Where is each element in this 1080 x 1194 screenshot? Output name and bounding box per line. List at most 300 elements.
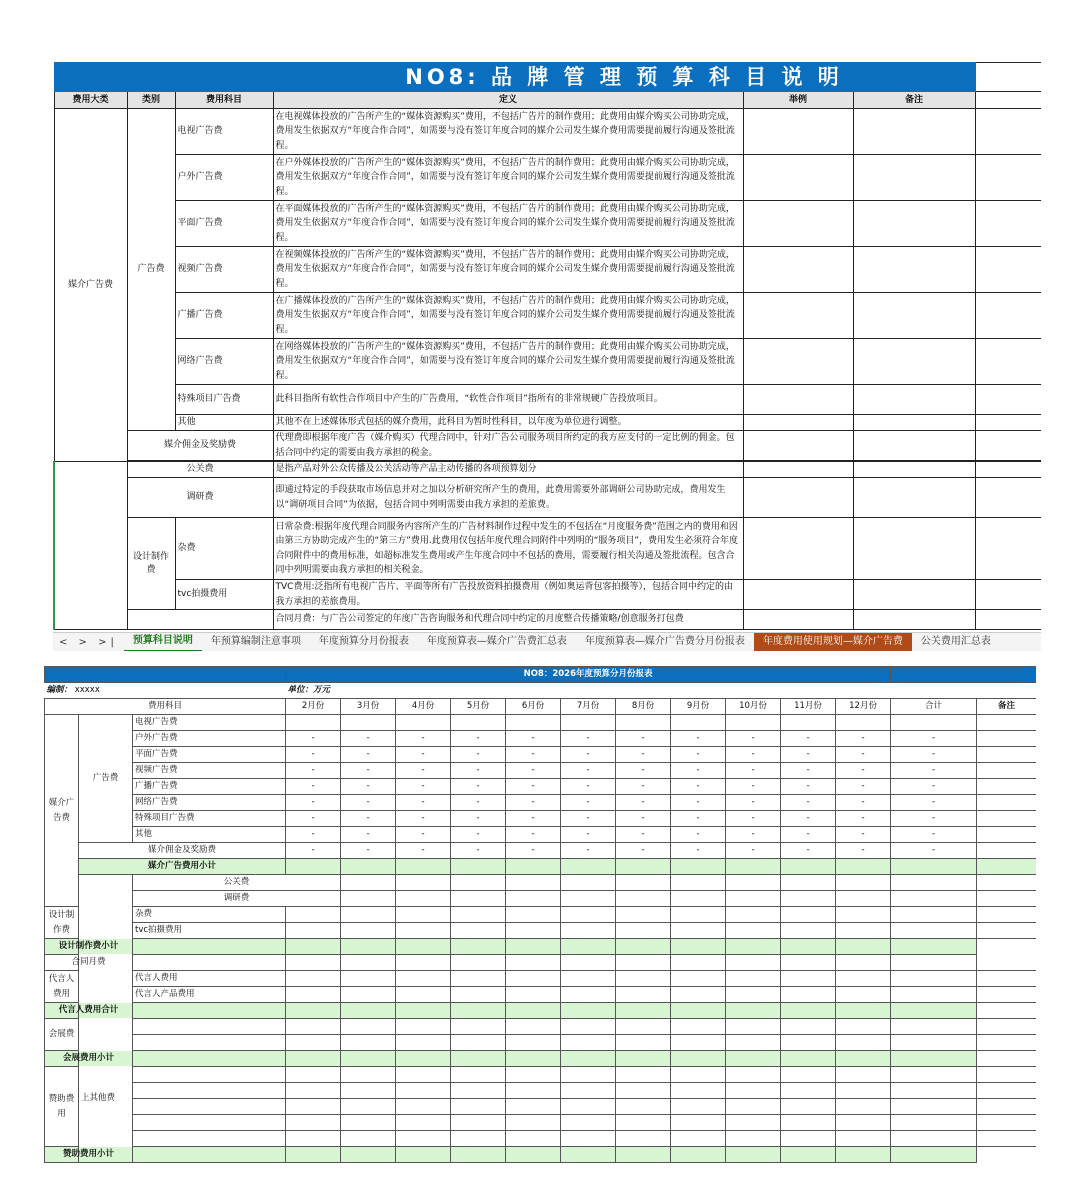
value-cell[interactable]: - [561, 795, 616, 811]
value-cell[interactable] [726, 891, 781, 907]
value-cell[interactable] [836, 1035, 891, 1051]
value-cell[interactable] [286, 1099, 341, 1115]
value-cell[interactable] [506, 715, 561, 731]
value-cell[interactable] [781, 1115, 836, 1131]
value-cell[interactable] [781, 955, 836, 971]
value-cell[interactable] [781, 1035, 836, 1051]
value-cell[interactable] [451, 987, 506, 1003]
value-cell[interactable] [836, 891, 891, 907]
value-cell[interactable] [977, 875, 1036, 891]
value-cell[interactable]: - [836, 843, 891, 859]
value-cell[interactable]: - [891, 827, 977, 843]
note-cell[interactable] [977, 843, 1036, 859]
value-cell[interactable] [781, 859, 836, 875]
value-cell[interactable] [451, 1131, 506, 1147]
note-cell[interactable] [891, 1147, 977, 1163]
value-cell[interactable] [286, 1083, 341, 1099]
value-cell[interactable]: - [451, 795, 506, 811]
value-cell[interactable]: - [396, 763, 451, 779]
value-cell[interactable] [561, 859, 616, 875]
note-cell[interactable] [977, 795, 1036, 811]
remark-cell[interactable] [853, 431, 975, 461]
value-cell[interactable] [891, 875, 977, 891]
value-cell[interactable]: - [616, 731, 671, 747]
value-cell[interactable] [671, 1003, 726, 1019]
value-cell[interactable]: - [451, 843, 506, 859]
note-cell[interactable] [977, 715, 1036, 731]
value-cell[interactable]: - [506, 811, 561, 827]
value-cell[interactable] [506, 875, 561, 891]
value-cell[interactable] [451, 1019, 506, 1035]
value-cell[interactable] [836, 1051, 891, 1067]
value-cell[interactable] [451, 715, 506, 731]
value-cell[interactable] [506, 907, 561, 923]
note-cell[interactable] [977, 859, 1036, 875]
value-cell[interactable] [891, 1019, 977, 1035]
value-cell[interactable] [616, 891, 671, 907]
value-cell[interactable]: - [836, 731, 891, 747]
value-cell[interactable] [561, 1067, 616, 1083]
value-cell[interactable] [561, 1003, 616, 1019]
value-cell[interactable] [506, 859, 561, 875]
value-cell[interactable] [451, 1099, 506, 1115]
value-cell[interactable] [396, 1115, 451, 1131]
note-cell[interactable] [977, 747, 1036, 763]
value-cell[interactable]: - [671, 779, 726, 795]
value-cell[interactable]: - [451, 811, 506, 827]
value-cell[interactable] [561, 1115, 616, 1131]
value-cell[interactable] [341, 987, 396, 1003]
value-cell[interactable] [726, 1131, 781, 1147]
value-cell[interactable]: - [506, 731, 561, 747]
example-cell[interactable] [743, 415, 853, 431]
value-cell[interactable] [451, 1147, 506, 1163]
remark-cell[interactable] [853, 580, 975, 610]
value-cell[interactable]: - [891, 795, 977, 811]
value-cell[interactable] [616, 1115, 671, 1131]
value-cell[interactable]: - [396, 747, 451, 763]
value-cell[interactable] [451, 1067, 506, 1083]
value-cell[interactable] [726, 715, 781, 731]
value-cell[interactable] [891, 923, 977, 939]
value-cell[interactable] [671, 1035, 726, 1051]
value-cell[interactable] [506, 939, 561, 955]
value-cell[interactable] [286, 715, 341, 731]
value-cell[interactable] [836, 1083, 891, 1099]
value-cell[interactable]: - [836, 811, 891, 827]
value-cell[interactable] [781, 1019, 836, 1035]
value-cell[interactable] [781, 907, 836, 923]
value-cell[interactable] [341, 891, 396, 907]
value-cell[interactable] [671, 939, 726, 955]
value-cell[interactable]: - [891, 811, 977, 827]
note-cell[interactable] [977, 811, 1036, 827]
value-cell[interactable] [671, 891, 726, 907]
value-cell[interactable] [726, 1115, 781, 1131]
value-cell[interactable] [781, 891, 836, 907]
value-cell[interactable]: - [671, 843, 726, 859]
value-cell[interactable]: - [506, 747, 561, 763]
value-cell[interactable]: - [726, 811, 781, 827]
value-cell[interactable] [726, 1019, 781, 1035]
value-cell[interactable] [396, 1083, 451, 1099]
example-cell[interactable] [743, 155, 853, 201]
value-cell[interactable] [561, 891, 616, 907]
remark-cell[interactable] [853, 201, 975, 247]
value-cell[interactable] [506, 1083, 561, 1099]
note-cell[interactable] [977, 907, 1036, 923]
value-cell[interactable]: - [616, 811, 671, 827]
note-cell[interactable] [977, 1131, 1036, 1147]
value-cell[interactable] [781, 1067, 836, 1083]
value-cell[interactable] [341, 1131, 396, 1147]
value-cell[interactable]: - [451, 763, 506, 779]
value-cell[interactable] [451, 971, 506, 987]
value-cell[interactable] [726, 1003, 781, 1019]
remark-cell[interactable] [853, 518, 975, 580]
value-cell[interactable] [396, 859, 451, 875]
example-cell[interactable] [743, 201, 853, 247]
value-cell[interactable]: - [286, 763, 341, 779]
value-cell[interactable] [781, 987, 836, 1003]
value-cell[interactable] [506, 987, 561, 1003]
value-cell[interactable] [836, 1003, 891, 1019]
value-cell[interactable] [781, 715, 836, 731]
value-cell[interactable]: - [836, 747, 891, 763]
value-cell[interactable]: - [726, 827, 781, 843]
value-cell[interactable]: - [341, 763, 396, 779]
value-cell[interactable] [616, 859, 671, 875]
value-cell[interactable] [781, 923, 836, 939]
value-cell[interactable] [451, 923, 506, 939]
value-cell[interactable] [781, 1003, 836, 1019]
value-cell[interactable] [561, 1019, 616, 1035]
value-cell[interactable] [341, 907, 396, 923]
value-cell[interactable] [341, 1099, 396, 1115]
example-cell[interactable] [743, 293, 853, 339]
value-cell[interactable] [506, 1131, 561, 1147]
value-cell[interactable] [671, 859, 726, 875]
tab-notes[interactable]: 年预算编制注意事项 [210, 636, 301, 647]
note-cell[interactable] [891, 939, 977, 955]
note-cell[interactable] [891, 955, 977, 971]
value-cell[interactable] [396, 907, 451, 923]
value-cell[interactable] [836, 955, 891, 971]
value-cell[interactable] [341, 1083, 396, 1099]
remark-cell[interactable] [853, 478, 975, 518]
note-cell[interactable] [891, 1003, 977, 1019]
value-cell[interactable]: - [726, 731, 781, 747]
value-cell[interactable]: - [506, 779, 561, 795]
value-cell[interactable] [396, 955, 451, 971]
value-cell[interactable]: - [451, 827, 506, 843]
value-cell[interactable]: - [891, 763, 977, 779]
value-cell[interactable] [561, 939, 616, 955]
value-cell[interactable] [561, 715, 616, 731]
value-cell[interactable]: - [396, 843, 451, 859]
value-cell[interactable]: - [286, 779, 341, 795]
value-cell[interactable] [616, 715, 671, 731]
value-cell[interactable]: - [671, 731, 726, 747]
value-cell[interactable] [781, 1099, 836, 1115]
value-cell[interactable]: - [396, 827, 451, 843]
value-cell[interactable] [616, 955, 671, 971]
value-cell[interactable] [781, 1083, 836, 1099]
value-cell[interactable] [451, 939, 506, 955]
value-cell[interactable] [891, 1035, 977, 1051]
value-cell[interactable] [616, 1067, 671, 1083]
remark-cell[interactable] [853, 610, 975, 630]
value-cell[interactable]: - [286, 811, 341, 827]
value-cell[interactable]: - [616, 843, 671, 859]
value-cell[interactable] [286, 1051, 341, 1067]
value-cell[interactable] [616, 1019, 671, 1035]
value-cell[interactable] [671, 1147, 726, 1163]
value-cell[interactable] [451, 1051, 506, 1067]
value-cell[interactable]: - [781, 827, 836, 843]
note-cell[interactable] [977, 779, 1036, 795]
value-cell[interactable] [451, 1035, 506, 1051]
value-cell[interactable] [341, 875, 396, 891]
value-cell[interactable] [671, 1067, 726, 1083]
value-cell[interactable]: - [341, 843, 396, 859]
value-cell[interactable]: - [781, 731, 836, 747]
value-cell[interactable]: - [836, 779, 891, 795]
value-cell[interactable] [396, 1131, 451, 1147]
value-cell[interactable]: - [671, 811, 726, 827]
value-cell[interactable]: - [396, 731, 451, 747]
value-cell[interactable] [396, 939, 451, 955]
value-cell[interactable] [781, 1147, 836, 1163]
value-cell[interactable] [133, 1051, 286, 1067]
value-cell[interactable] [451, 907, 506, 923]
value-cell[interactable] [616, 907, 671, 923]
value-cell[interactable] [891, 971, 977, 987]
value-cell[interactable] [671, 1131, 726, 1147]
value-cell[interactable] [396, 971, 451, 987]
value-cell[interactable] [726, 907, 781, 923]
value-cell[interactable]: - [451, 779, 506, 795]
tab-budget-explanation[interactable]: 预算科目说明 [124, 632, 202, 651]
note-cell[interactable] [977, 827, 1036, 843]
value-cell[interactable] [977, 891, 1036, 907]
value-cell[interactable] [561, 907, 616, 923]
value-cell[interactable]: - [561, 811, 616, 827]
value-cell[interactable] [506, 1067, 561, 1083]
value-cell[interactable]: - [286, 747, 341, 763]
value-cell[interactable] [891, 1083, 977, 1099]
value-cell[interactable] [133, 939, 286, 955]
value-cell[interactable] [561, 1131, 616, 1147]
value-cell[interactable]: - [286, 827, 341, 843]
value-cell[interactable] [451, 955, 506, 971]
value-cell[interactable]: - [396, 811, 451, 827]
value-cell[interactable]: - [891, 843, 977, 859]
value-cell[interactable] [341, 1035, 396, 1051]
value-cell[interactable] [671, 987, 726, 1003]
value-cell[interactable] [396, 1051, 451, 1067]
value-cell[interactable] [286, 939, 341, 955]
value-cell[interactable]: - [671, 747, 726, 763]
value-cell[interactable]: - [506, 843, 561, 859]
example-cell[interactable] [743, 247, 853, 293]
value-cell[interactable]: - [451, 747, 506, 763]
value-cell[interactable]: - [836, 795, 891, 811]
value-cell[interactable] [396, 1035, 451, 1051]
tab-annual-plan[interactable]: 年度费用使用规划—媒介广告费 [754, 633, 912, 651]
value-cell[interactable]: - [891, 747, 977, 763]
value-cell[interactable] [396, 1067, 451, 1083]
value-cell[interactable] [726, 987, 781, 1003]
value-cell[interactable] [671, 923, 726, 939]
value-cell[interactable] [133, 1147, 286, 1163]
value-cell[interactable] [891, 1131, 977, 1147]
value-cell[interactable] [781, 971, 836, 987]
value-cell[interactable]: - [341, 827, 396, 843]
value-cell[interactable] [341, 859, 396, 875]
value-cell[interactable] [341, 1051, 396, 1067]
value-cell[interactable] [341, 923, 396, 939]
value-cell[interactable] [891, 907, 977, 923]
value-cell[interactable] [561, 955, 616, 971]
remark-cell[interactable] [853, 293, 975, 339]
value-cell[interactable] [506, 1115, 561, 1131]
value-cell[interactable] [836, 923, 891, 939]
value-cell[interactable] [286, 971, 341, 987]
value-cell[interactable] [561, 923, 616, 939]
value-cell[interactable] [506, 923, 561, 939]
value-cell[interactable] [396, 1147, 451, 1163]
value-cell[interactable]: - [671, 827, 726, 843]
value-cell[interactable] [616, 1035, 671, 1051]
value-cell[interactable] [891, 1067, 977, 1083]
value-cell[interactable] [616, 939, 671, 955]
value-cell[interactable] [561, 1051, 616, 1067]
value-cell[interactable] [561, 1035, 616, 1051]
value-cell[interactable] [891, 891, 977, 907]
value-cell[interactable] [891, 987, 977, 1003]
value-cell[interactable] [286, 987, 341, 1003]
value-cell[interactable] [616, 971, 671, 987]
value-cell[interactable]: - [341, 747, 396, 763]
value-cell[interactable]: - [781, 811, 836, 827]
example-cell[interactable] [743, 339, 853, 385]
value-cell[interactable] [396, 891, 451, 907]
value-cell[interactable] [451, 875, 506, 891]
value-cell[interactable] [836, 987, 891, 1003]
value-cell[interactable] [836, 1019, 891, 1035]
value-cell[interactable]: - [561, 843, 616, 859]
value-cell[interactable] [341, 715, 396, 731]
value-cell[interactable] [451, 891, 506, 907]
value-cell[interactable] [561, 1083, 616, 1099]
value-cell[interactable]: - [781, 795, 836, 811]
value-cell[interactable] [726, 923, 781, 939]
value-cell[interactable] [286, 1115, 341, 1131]
value-cell[interactable]: - [891, 731, 977, 747]
value-cell[interactable] [836, 939, 891, 955]
value-cell[interactable] [726, 955, 781, 971]
value-cell[interactable]: - [396, 779, 451, 795]
note-cell[interactable] [977, 1067, 1036, 1083]
value-cell[interactable]: - [616, 747, 671, 763]
value-cell[interactable]: - [286, 731, 341, 747]
value-cell[interactable]: - [726, 779, 781, 795]
note-cell[interactable] [977, 987, 1036, 1003]
tab-nav-arrows[interactable]: < > >| [59, 636, 118, 648]
value-cell[interactable] [836, 1147, 891, 1163]
value-cell[interactable] [836, 1099, 891, 1115]
value-cell[interactable] [506, 1003, 561, 1019]
value-cell[interactable] [396, 987, 451, 1003]
value-cell[interactable] [726, 971, 781, 987]
value-cell[interactable] [726, 1099, 781, 1115]
value-cell[interactable] [341, 1019, 396, 1035]
value-cell[interactable]: - [286, 795, 341, 811]
note-cell[interactable] [977, 731, 1036, 747]
note-cell[interactable] [977, 1019, 1036, 1035]
value-cell[interactable] [836, 1067, 891, 1083]
value-cell[interactable] [286, 955, 341, 971]
value-cell[interactable] [726, 939, 781, 955]
value-cell[interactable] [396, 1019, 451, 1035]
value-cell[interactable] [506, 955, 561, 971]
example-cell[interactable] [743, 610, 853, 630]
value-cell[interactable]: - [616, 779, 671, 795]
value-cell[interactable] [616, 1131, 671, 1147]
tab-media-monthly[interactable]: 年度预算表—媒介广告费分月份报表 [584, 636, 745, 647]
value-cell[interactable]: - [891, 779, 977, 795]
tab-monthly-report[interactable]: 年度预算分月份报表 [318, 636, 409, 647]
value-cell[interactable] [836, 1115, 891, 1131]
value-cell[interactable]: - [561, 731, 616, 747]
value-cell[interactable] [506, 1099, 561, 1115]
example-cell[interactable] [743, 385, 853, 415]
value-cell[interactable] [671, 907, 726, 923]
value-cell[interactable] [341, 1003, 396, 1019]
value-cell[interactable] [133, 955, 286, 971]
note-cell[interactable] [977, 763, 1036, 779]
value-cell[interactable]: - [781, 763, 836, 779]
example-cell[interactable] [743, 431, 853, 461]
value-cell[interactable]: - [561, 779, 616, 795]
value-cell[interactable] [561, 875, 616, 891]
value-cell[interactable] [286, 1035, 341, 1051]
remark-cell[interactable] [853, 109, 975, 155]
value-cell[interactable] [891, 859, 977, 875]
example-cell[interactable] [743, 462, 853, 478]
value-cell[interactable] [286, 1019, 341, 1035]
value-cell[interactable]: - [561, 827, 616, 843]
value-cell[interactable] [396, 715, 451, 731]
value-cell[interactable] [561, 1099, 616, 1115]
value-cell[interactable]: - [616, 827, 671, 843]
value-cell[interactable]: - [341, 731, 396, 747]
value-cell[interactable]: - [341, 779, 396, 795]
value-cell[interactable] [396, 1003, 451, 1019]
value-cell[interactable]: - [671, 795, 726, 811]
value-cell[interactable]: - [286, 843, 341, 859]
value-cell[interactable] [836, 971, 891, 987]
value-cell[interactable]: - [616, 795, 671, 811]
value-cell[interactable] [561, 1147, 616, 1163]
value-cell[interactable] [396, 875, 451, 891]
value-cell[interactable]: - [671, 763, 726, 779]
value-cell[interactable] [286, 907, 341, 923]
value-cell[interactable] [726, 875, 781, 891]
remark-cell[interactable] [853, 462, 975, 478]
value-cell[interactable] [616, 1051, 671, 1067]
